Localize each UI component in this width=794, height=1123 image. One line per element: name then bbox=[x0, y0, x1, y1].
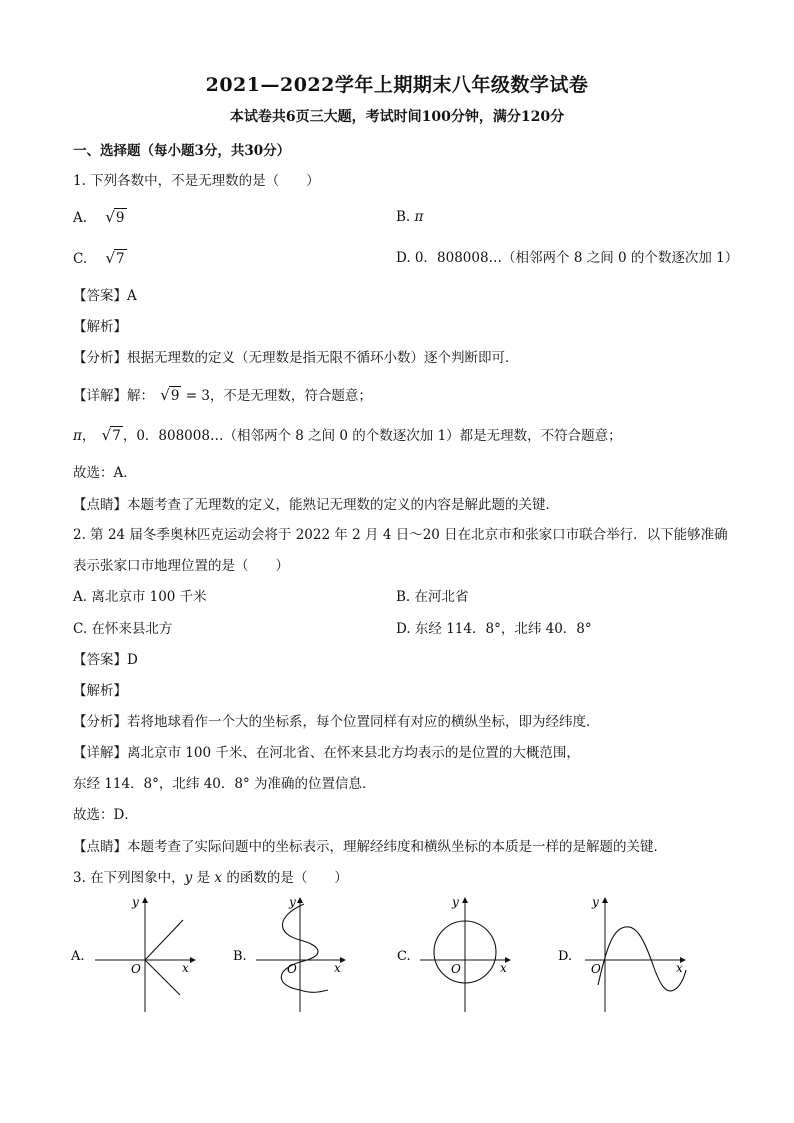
q1-option-a-radicand: 9 bbox=[115, 210, 125, 226]
xiangjie-tag: 【详解】 bbox=[73, 388, 127, 404]
xiangjie-tag: 【详解】 bbox=[73, 745, 127, 761]
graph-b bbox=[233, 895, 345, 1012]
graph-a-label: A. bbox=[71, 949, 85, 964]
origin-label: O bbox=[591, 962, 601, 976]
y-label: y bbox=[289, 895, 296, 909]
q1-option-c-label: C. bbox=[73, 251, 88, 267]
q1-option-b-label: B. bbox=[396, 209, 411, 225]
line2-radicand: 7 bbox=[112, 428, 121, 444]
x-label: x bbox=[500, 961, 507, 975]
xiangjie-post: = 3，不是无理数，符合题意； bbox=[181, 388, 372, 404]
q3-stem-pre: 3. 在下列图象中， bbox=[73, 870, 185, 886]
dianjing-tag: 【点睛】 bbox=[73, 497, 127, 513]
var-x: x bbox=[214, 870, 223, 886]
answer-tag: 【答案】 bbox=[73, 652, 127, 668]
answer-tag: 【答案】 bbox=[73, 288, 127, 304]
q1-option-d: D. 0．808008…（相邻两个 8 之间 0 的个数逐次加 1） bbox=[396, 250, 739, 266]
fenxi-text: 若将地球看作一个大的坐标系，每个位置同样有对应的横纵坐标，即为经纬度． bbox=[127, 714, 600, 730]
q3-stem-post: 的函数的是（ ） bbox=[222, 870, 348, 886]
graph-d bbox=[558, 895, 686, 1012]
q2-option-a: A. 离北京市 100 千米 bbox=[73, 589, 207, 605]
q3-stem bbox=[73, 869, 348, 887]
var-y: y bbox=[184, 870, 193, 886]
curve bbox=[281, 904, 328, 992]
y-label: y bbox=[452, 895, 459, 909]
q1-answer bbox=[73, 287, 137, 305]
q1-option-b-value: π bbox=[414, 209, 424, 225]
y-label: y bbox=[132, 895, 139, 909]
curve bbox=[145, 920, 183, 960]
fenxi-tag: 【分析】 bbox=[73, 714, 127, 730]
q2-answer bbox=[73, 651, 138, 669]
graph-c-label: C. bbox=[397, 949, 411, 964]
origin-label: O bbox=[287, 962, 297, 976]
dianjing-text: 本题考查了无理数的定义，能熟记无理数的定义的内容是解此题的关键． bbox=[127, 497, 559, 513]
q2-choose: 故选：D． bbox=[73, 807, 138, 823]
q2-option-d: D. 东经 114．8°，北纬 40．8° bbox=[396, 621, 592, 637]
origin-label: O bbox=[451, 962, 461, 976]
q2-stem-line1: 2. 第 24 届冬季奥林匹克运动会将于 2022 年 2 月 4 日～20 日在北京市和张家口市联合举行．以下能够准确 bbox=[73, 527, 728, 543]
section-heading: 一、选择题（每小题3分，共30分） bbox=[73, 143, 291, 159]
page-title: 2021—2022学年上期期末八年级数学试卷 bbox=[205, 74, 589, 96]
curve bbox=[598, 927, 686, 991]
graph-c bbox=[397, 895, 510, 1012]
xiangjie-pre: 解： bbox=[127, 388, 154, 404]
xiangjie-radicand: 9 bbox=[170, 388, 180, 404]
sqrt-symbol: √7 bbox=[101, 426, 121, 444]
graph-b-label: B. bbox=[233, 949, 247, 964]
q1-option-c-radicand: 7 bbox=[116, 251, 125, 267]
x-label: x bbox=[676, 961, 683, 975]
q1-xiangjie bbox=[73, 386, 372, 405]
q3-stem-mid: 是 bbox=[192, 870, 215, 886]
dianjing-tag: 【点睛】 bbox=[73, 839, 127, 855]
page-subtitle: 本试卷共6页三大题，考试时间100分钟，满分120分 bbox=[229, 109, 565, 125]
dianjing-text: 本题考查了实际问题中的坐标表示，理解经纬度和横纵坐标的本质是一样的是解题的关键． bbox=[127, 839, 667, 855]
q1-option-a bbox=[73, 208, 127, 227]
answer-value: A bbox=[127, 288, 137, 304]
q2-stem-line2: 表示张家口市地理位置的是（ ） bbox=[73, 558, 289, 574]
x-label: x bbox=[334, 961, 341, 975]
q1-dianjing bbox=[73, 496, 559, 514]
curve bbox=[145, 960, 180, 995]
q2-analysis-tag: 【解析】 bbox=[73, 683, 127, 699]
q1-choose: 故选：A． bbox=[73, 465, 137, 481]
y-label: y bbox=[592, 895, 599, 909]
q1-stem: 1. 下列各数中，不是无理数的是（ ） bbox=[73, 173, 320, 189]
q2-option-b: B. 在河北省 bbox=[396, 589, 469, 605]
q2-xiangjie-line2: 东经 114．8°，北纬 40．8° 为准确的位置信息． bbox=[73, 776, 376, 792]
q2-dianjing bbox=[73, 838, 667, 856]
graph-d-label: D. bbox=[558, 949, 573, 964]
q1-option-c bbox=[73, 249, 127, 268]
q1-option-a-label: A. bbox=[73, 210, 88, 226]
x-label: x bbox=[182, 961, 189, 975]
q2-fenxi bbox=[73, 713, 600, 731]
sqrt-symbol: √7 bbox=[105, 249, 125, 267]
q2-option-c: C. 在怀来县北方 bbox=[73, 621, 173, 637]
origin-label: O bbox=[131, 962, 141, 976]
pi-symbol: π bbox=[73, 428, 82, 444]
sqrt-symbol: √9 bbox=[105, 208, 125, 226]
graph-a bbox=[70, 895, 195, 1012]
q3-graphs bbox=[0, 890, 794, 1020]
q1-option-b bbox=[396, 208, 423, 226]
q2-xiangjie bbox=[73, 744, 580, 762]
q1-analysis-tag: 【解析】 bbox=[73, 319, 127, 335]
fenxi-tag: 【分析】 bbox=[73, 350, 127, 366]
q1-fenxi bbox=[73, 349, 519, 367]
q1-xiangjie-line2 bbox=[73, 426, 622, 445]
line2-post: ，0．808008…（相邻两个 8 之间 0 的个数逐次加 1）都是无理数，不符合题意； bbox=[122, 428, 622, 444]
xiangjie-text: 离北京市 100 千米、在河北省、在怀来县北方均表示的是位置的大概范围， bbox=[127, 745, 580, 761]
comma: ， bbox=[81, 428, 96, 444]
sqrt-symbol: √9 bbox=[160, 386, 180, 404]
fenxi-text: 根据无理数的定义（无理数是指无限不循环小数）逐个判断即可． bbox=[127, 350, 519, 366]
answer-value: D bbox=[127, 652, 138, 668]
